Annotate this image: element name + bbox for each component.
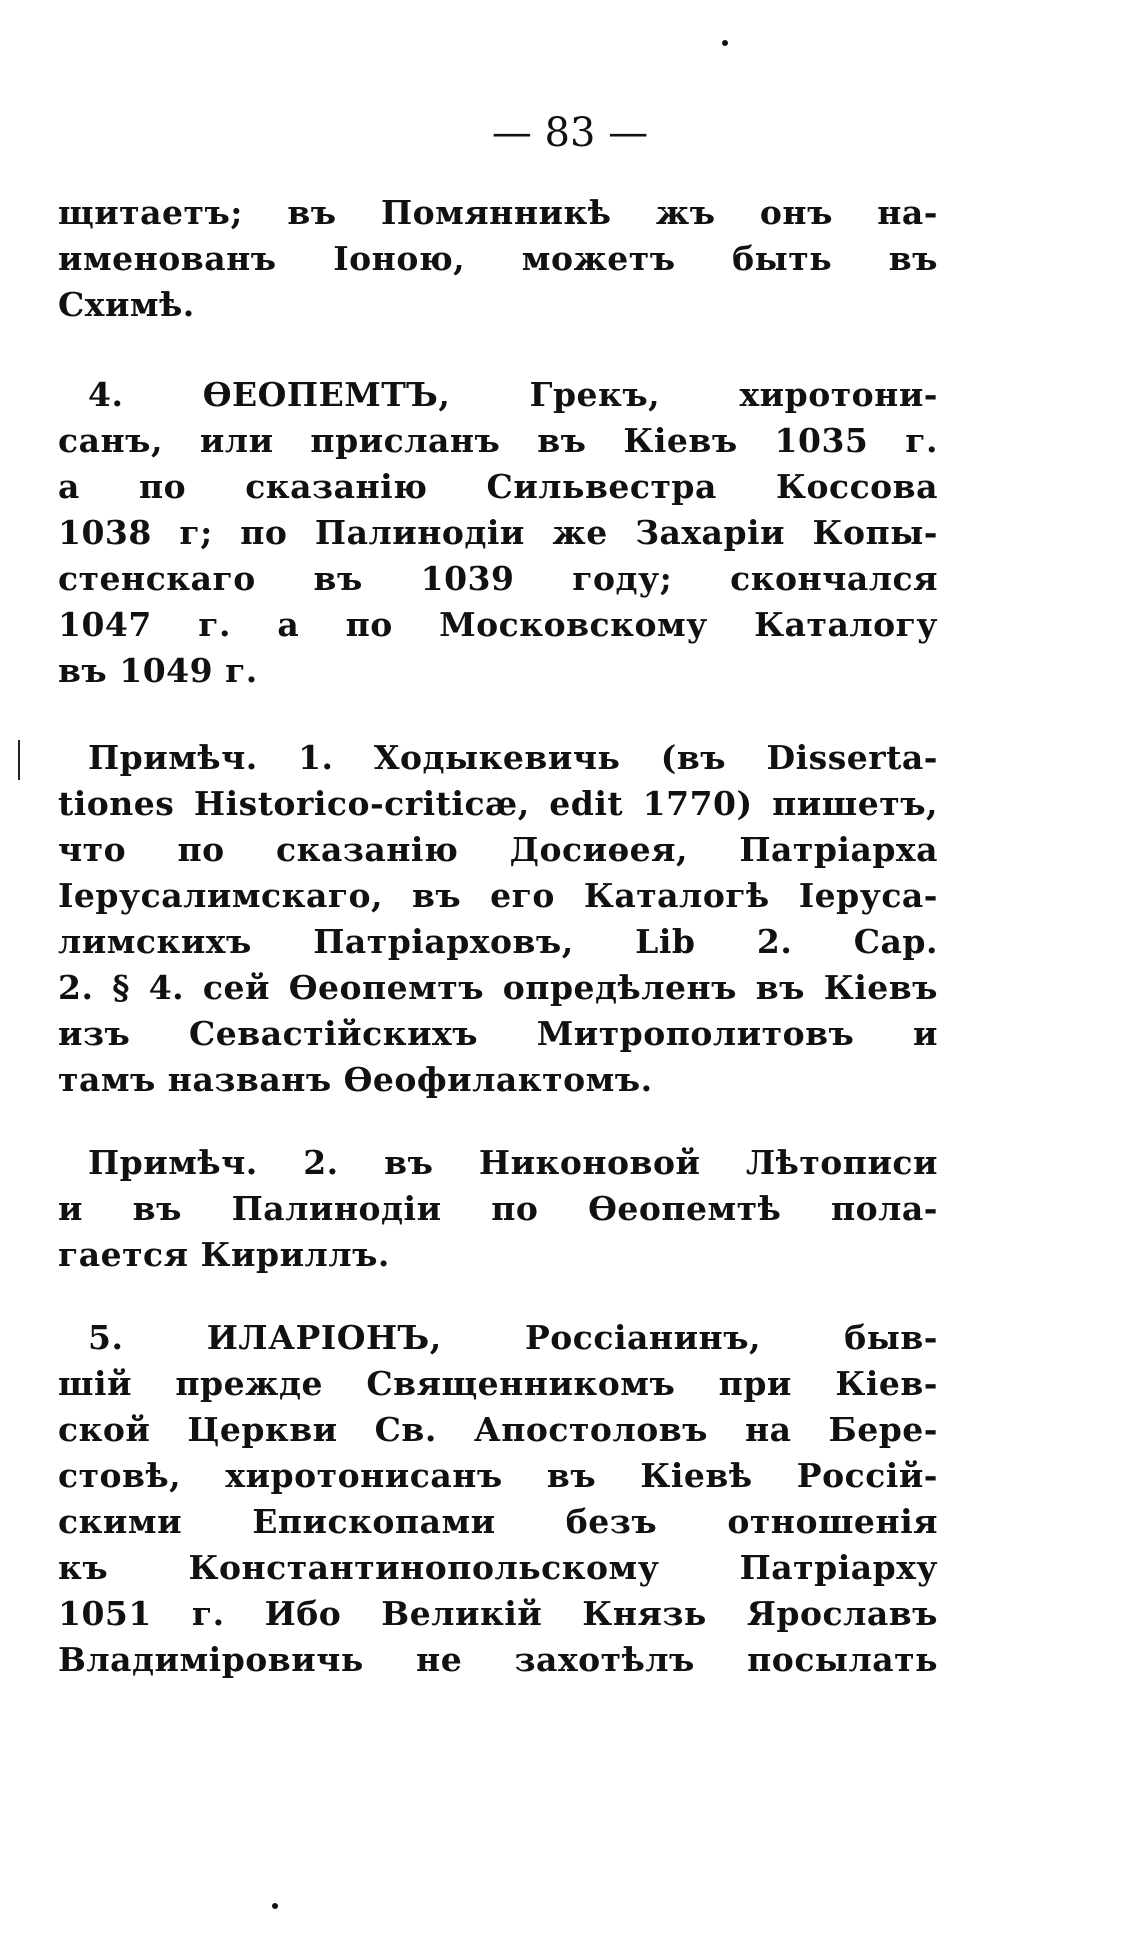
text-line: Примѣч. 2. въ Никоновой Лѣтописи [88, 1143, 938, 1182]
text-line: тамъ названъ Ѳеофилактомъ. [58, 1060, 653, 1099]
note-2 [58, 1140, 938, 1278]
note-1 [58, 735, 938, 1103]
text-line: лимскихъ Патріарховъ, Lib 2. Cap. [58, 922, 938, 961]
text-line: скими Епископами безъ отношенія [58, 1502, 938, 1541]
text-line: а по сказанію Сильвестра Коссова [58, 467, 938, 506]
text-line: къ Константинопольскому Патріарху [58, 1548, 938, 1587]
margin-mark [18, 740, 20, 780]
text-line: 4. ѲЕОПЕМТЪ, Грекъ, хиротони- [88, 375, 938, 414]
text-line: 1047 г. а по Московскому Каталогу [58, 605, 938, 644]
text-line: 5. ИЛАРІОНЪ, Россіанинъ, быв- [88, 1318, 938, 1357]
paragraph-hilarion [58, 1315, 938, 1683]
text-line: 2. § 4. сей Ѳеопемтъ опредѣленъ въ Кіевъ [58, 968, 938, 1007]
scan-speck [722, 40, 728, 46]
text-line: 1051 г. Ибо Великій Князь Ярославъ [58, 1594, 938, 1633]
text-line: 1038 г; по Палинодіи же Захаріи Копы- [58, 513, 938, 552]
text-line: Іерусалимскаго, въ его Каталогѣ Іеруса- [58, 876, 938, 915]
text-line: что по сказанію Досиѳея, Патріарха [58, 830, 938, 869]
text-line: Схимѣ. [58, 285, 195, 324]
text-line: именованъ Іоною, можетъ быть въ [58, 239, 938, 278]
scan-speck [272, 1903, 278, 1909]
page-number-header: — 83 — [491, 110, 649, 156]
text-line: щитаетъ; въ Помянникѣ жъ онъ на- [58, 193, 938, 232]
text-line: гается Кириллъ. [58, 1235, 390, 1274]
text-line: Владиміровичь не захотѣлъ посылать [58, 1640, 938, 1679]
text-line: шій прежде Священникомъ при Кіев- [58, 1364, 938, 1403]
text-line: tiones Historico-criticæ, edit 1770) пишетъ, [58, 784, 938, 823]
text-line: ской Церкви Св. Апостоловъ на Бере- [58, 1410, 938, 1449]
text-line: санъ, или присланъ въ Кіевъ 1035 г. [58, 421, 938, 460]
text-line: стенскаго въ 1039 году; скончался [58, 559, 938, 598]
paragraph-continuation [58, 190, 938, 328]
text-line: и въ Палинодіи по Ѳеопемтѣ пола- [58, 1189, 938, 1228]
text-line: Примѣч. 1. Ходыкевичь (въ Disserta- [88, 738, 938, 777]
text-line: въ 1049 г. [58, 651, 258, 690]
text-line: стовѣ, хиротонисанъ въ Кіевѣ Россій- [58, 1456, 938, 1495]
text-line: изъ Севастійскихъ Митрополитовъ и [58, 1014, 938, 1053]
paragraph-theopemptus [58, 372, 938, 694]
